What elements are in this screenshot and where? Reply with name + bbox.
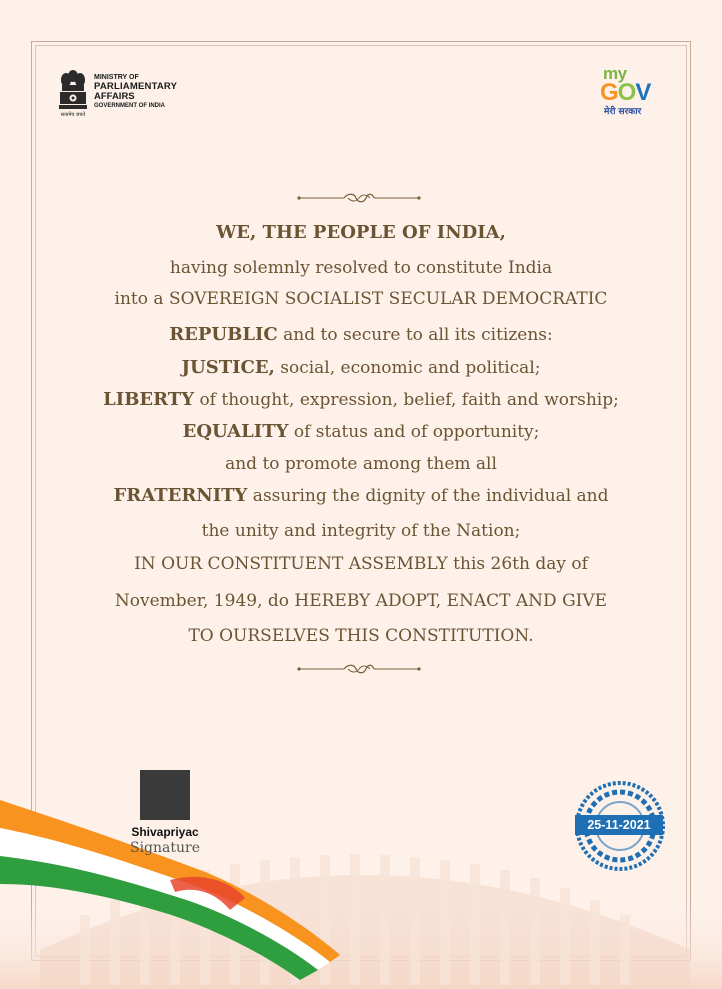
mygov-o: O <box>617 79 636 106</box>
preamble-line-8: and to promote among them all <box>225 454 497 474</box>
republic-bold: REPUBLIC <box>169 324 278 345</box>
mygov-my: my <box>603 64 627 83</box>
preamble-line-12: November, 1949, do HEREBY ADOPT, ENACT AND GIVE <box>114 591 608 611</box>
equality-bold: EQUALITY <box>182 421 289 442</box>
ministry-line-3: AFFAIRS <box>94 91 135 102</box>
justice-bold: JUSTICE, <box>181 357 275 378</box>
preamble-line-13: TO OURSELVES THIS CONSTITUTION. <box>188 626 534 646</box>
preamble-line-4 <box>40 324 682 345</box>
national-emblem-icon <box>56 68 90 120</box>
liberty-bold: LIBERTY <box>103 389 195 410</box>
ministry-logo <box>56 68 177 120</box>
mygov-tagline: मेरी सरकार <box>604 107 642 117</box>
mygov-logo <box>600 66 670 117</box>
line-5-rest: social, economic and political; <box>274 358 541 378</box>
stamp-date: 25-11-2021 <box>575 815 663 835</box>
line-6-rest: of thought, expression, belief, faith and worship; <box>194 390 619 410</box>
emblem-motto: सत्यमेव जयते <box>60 112 86 118</box>
preamble-line-2: having solemnly resolved to constitute India <box>169 258 553 278</box>
mygov-gov <box>600 79 670 106</box>
ministry-line-1: MINISTRY OF <box>94 74 139 81</box>
line-7-rest: of status and of opportunity; <box>288 422 540 442</box>
signature-image <box>140 770 190 820</box>
mygov-v: V <box>635 79 651 106</box>
preamble-line-7 <box>40 421 682 442</box>
preamble-line-5 <box>40 357 682 378</box>
ornament-divider-top-icon <box>296 191 422 205</box>
preamble-line-1: WE, THE PEOPLE OF INDIA, <box>216 222 506 243</box>
fraternity-bold: FRATERNITY <box>113 485 248 506</box>
signature-label: Signature <box>129 840 200 856</box>
signatory-name: Shivapriyac <box>131 825 199 839</box>
ornament-divider-bottom-icon <box>296 662 422 676</box>
ministry-line-4: GOVERNMENT OF INDIA <box>94 103 166 109</box>
preamble-line-10: the unity and integrity of the Nation; <box>201 521 521 541</box>
line-4-rest: and to secure to all its citizens: <box>277 325 553 345</box>
ministry-name <box>94 74 177 110</box>
preamble-line-3: into a SOVEREIGN SOCIALIST SECULAR DEMOCRATIC <box>114 289 608 309</box>
preamble-line-9 <box>40 485 682 506</box>
line-9-rest: assuring the dignity of the individual and <box>247 486 609 506</box>
ministry-line-2: PARLIAMENTARY <box>94 81 178 92</box>
preamble-line-11: IN OUR CONSTITUENT ASSEMBLY this 26th day of <box>134 554 588 574</box>
preamble-line-6 <box>40 389 682 410</box>
mygov-g: G <box>600 79 618 106</box>
